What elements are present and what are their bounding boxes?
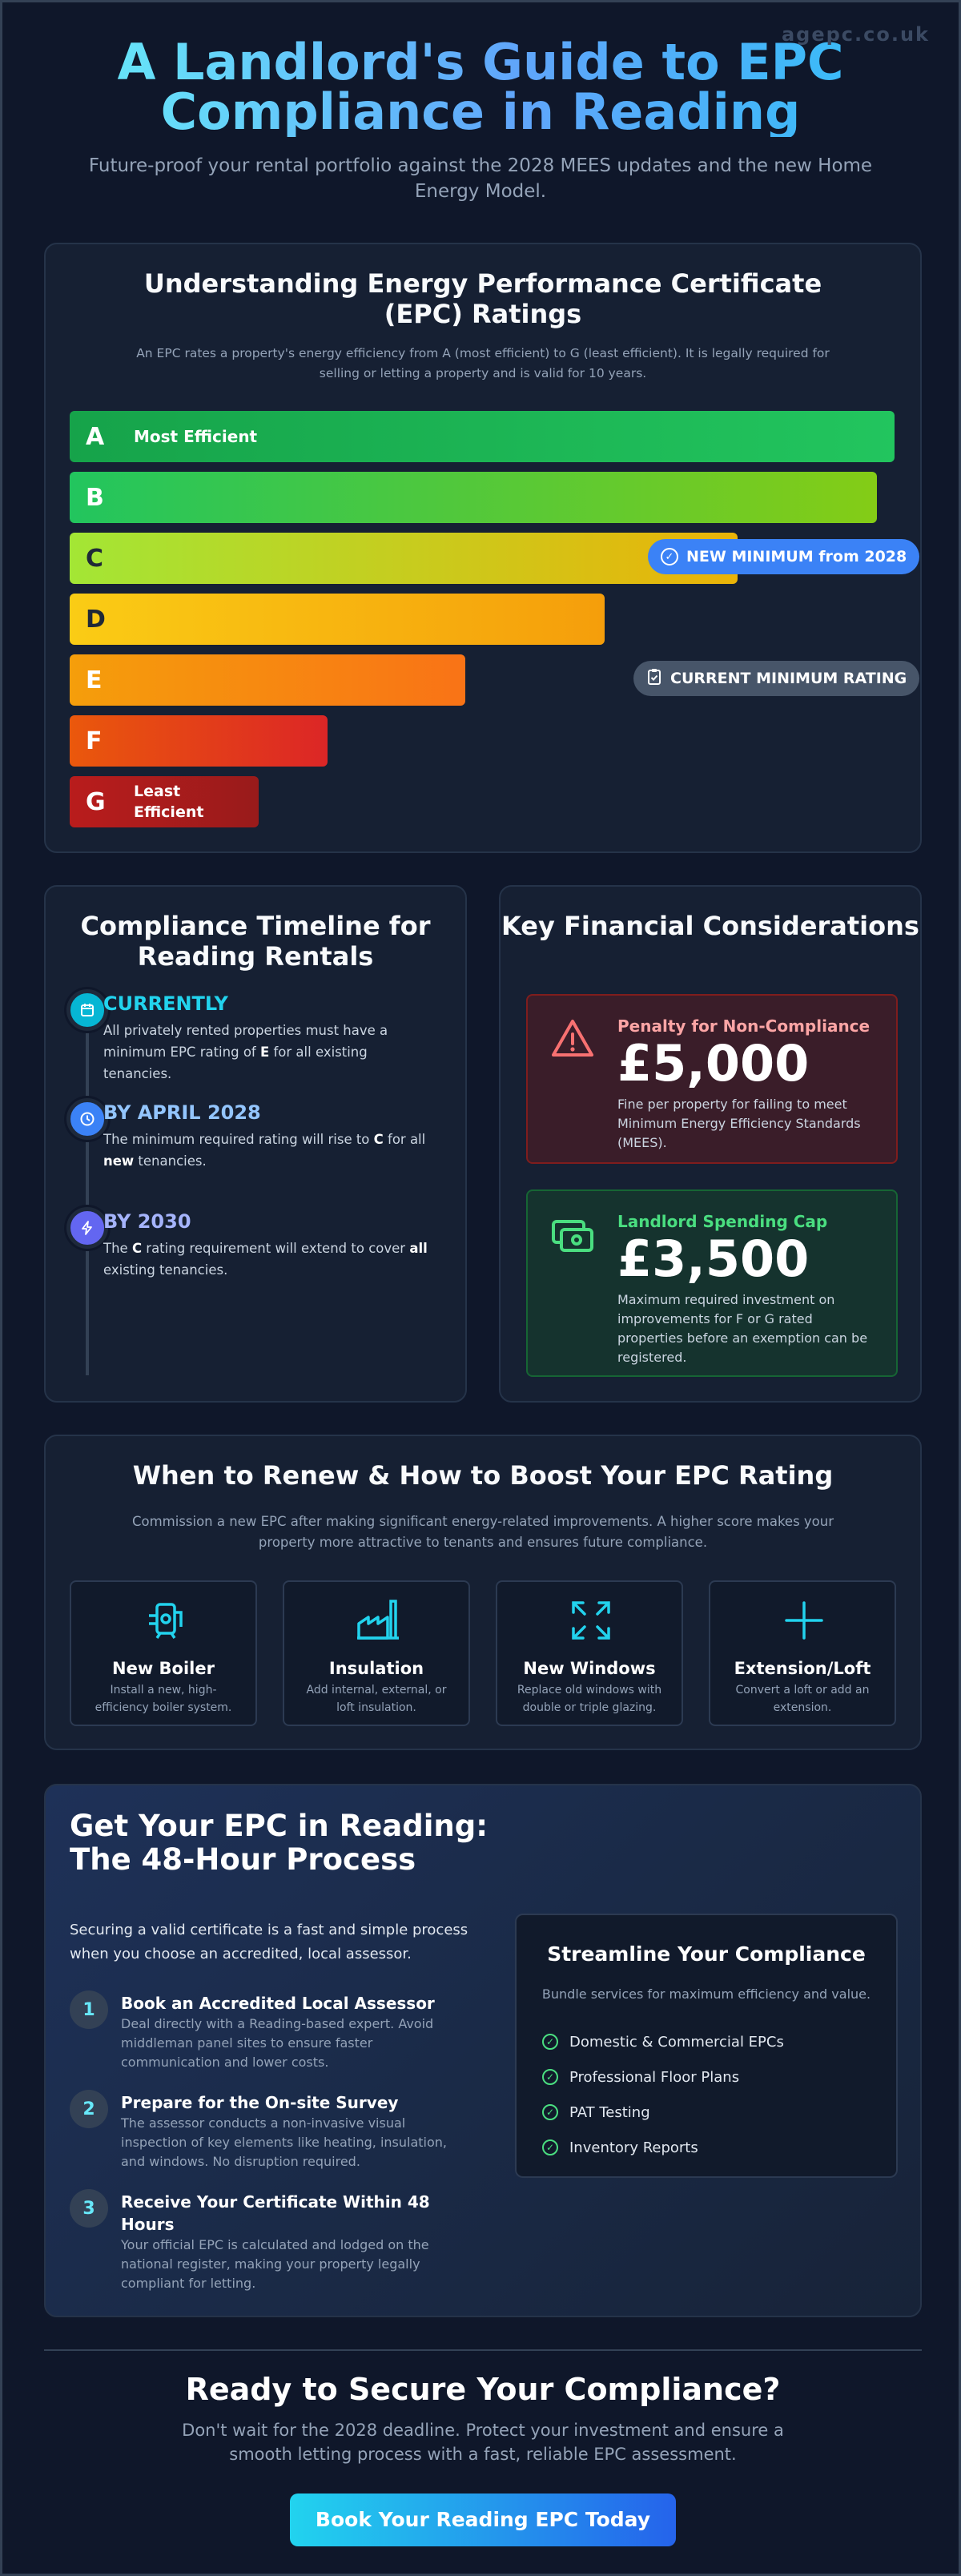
warning-icon — [550, 1016, 595, 1061]
epc-band-b — [70, 472, 877, 523]
check-circle-icon: ✓ — [542, 2104, 558, 2120]
lightning-icon — [66, 1207, 108, 1249]
penalty-amount: £5,000 — [617, 1034, 810, 1093]
service-item: ✓ Domestic & Commercial EPCs — [542, 2024, 784, 2059]
step-title: Receive Your Certificate Within 48 Hours — [121, 2192, 430, 2234]
check-circle-icon: ✓ — [542, 2139, 558, 2155]
epc-band-letter: A — [86, 422, 105, 451]
tile-title: Insulation — [328, 1659, 424, 1678]
tile-title: New Boiler — [112, 1659, 215, 1678]
epc-band-c — [70, 533, 738, 584]
calendar-icon — [66, 989, 108, 1031]
process-title: Get Your EPC in Reading: The 48-Hour Process — [70, 1809, 488, 1877]
epc-band-f — [70, 715, 328, 767]
finance-title: Key Financial Considerations — [501, 911, 919, 941]
epc-band-letter: B — [86, 483, 104, 512]
financial-considerations-card — [499, 885, 922, 1403]
expand-icon — [567, 1596, 615, 1644]
penalty-box — [526, 994, 898, 1164]
timeline-title: Compliance Timeline for Reading Rentals — [80, 911, 431, 972]
service-list — [542, 2024, 784, 2165]
epc-band-d — [70, 594, 605, 645]
cap-text: Maximum required investment on improvements for F or G rated properties before an exemption can be registered. — [617, 1292, 868, 1365]
service-item: ✓ PAT Testing — [542, 2095, 784, 2130]
epc-band-letter: D — [86, 605, 106, 634]
streamline-subtitle: Bundle services for maximum efficiency and value. — [541, 1986, 871, 2002]
renew-boost-card — [44, 1435, 922, 1750]
step-number: 1 — [70, 1990, 108, 2029]
timeline-heading: BY 2030 — [103, 1210, 191, 1233]
check-circle-icon: ✓ — [542, 2069, 558, 2085]
service-item: ✓ Professional Floor Plans — [542, 2059, 784, 2095]
epc-ratings-card — [44, 243, 922, 853]
new-minimum-label: NEW MINIMUM from 2028 — [686, 548, 907, 566]
streamline-box — [515, 1914, 898, 2178]
renew-title: When to Renew & How to Boost Your EPC Rating — [132, 1460, 834, 1491]
new-minimum-tag — [648, 539, 919, 574]
epc-band-letter: F — [86, 727, 103, 755]
step-number: 2 — [70, 2090, 108, 2128]
watermark: agepc.co.uk — [781, 23, 930, 46]
compliance-timeline-card — [44, 885, 467, 1403]
tile-title: New Windows — [523, 1659, 656, 1678]
renew-description: Commission a new EPC after making significant energy-related improvements. A higher score makes your property more attractive to tenants and ensures future compliance. — [131, 1514, 834, 1550]
step-text: The assessor conducts a non-invasive visual inspection of key elements like heating, insulation, and windows. No disruption required. — [121, 2115, 447, 2169]
check-circle-icon: ✓ — [542, 2034, 558, 2050]
timeline-line — [86, 1015, 89, 1375]
epc-band-label: Most Efficient — [134, 427, 258, 446]
service-item: ✓ Inventory Reports — [542, 2130, 784, 2165]
epc-band-letter: C — [86, 544, 104, 573]
factory-icon — [354, 1596, 402, 1644]
step-title: Prepare for the On-site Survey — [121, 2093, 399, 2112]
boiler-icon — [141, 1596, 189, 1644]
clock-icon — [66, 1098, 108, 1140]
tile-new-boiler — [70, 1580, 257, 1726]
epc-section-title: Understanding Energy Performance Certificate (EPC) Ratings — [143, 268, 822, 329]
epc-band-e — [70, 654, 465, 706]
banknote-icon — [550, 1212, 595, 1257]
epc-band-letter: G — [86, 787, 106, 816]
divider — [44, 2349, 922, 2351]
tile-text: Add internal, external, or loft insulation. — [306, 1684, 447, 1714]
step-text: Your official EPC is calculated and lodged on the national register, making your property legally compliant for letting. — [121, 2237, 429, 2291]
penalty-heading: Penalty for Non-Compliance — [617, 1016, 871, 1036]
epc-band-g — [70, 776, 259, 827]
timeline-heading: BY APRIL 2028 — [103, 1101, 261, 1124]
cta-section — [2, 2372, 961, 2546]
page-subtitle: Future-proof your rental portfolio against the 2028 MEES updates and the new Home Energy Model. — [88, 155, 873, 202]
check-circle-icon: ✓ — [661, 548, 678, 566]
current-minimum-tag — [633, 661, 919, 696]
tile-text: Replace old windows with double or triple glazing. — [517, 1684, 662, 1714]
timeline-text: All privately rented properties must have a minimum EPC rating of E for all existing tenancies. — [103, 1023, 388, 1081]
timeline-text: The C rating requirement will extend to cover all existing tenancies. — [103, 1241, 428, 1278]
current-minimum-label: CURRENT MINIMUM RATING — [670, 670, 907, 687]
epc-band-label: Least Efficient — [134, 783, 204, 821]
cta-title: Ready to Secure Your Compliance? — [185, 2372, 781, 2407]
step-title: Book an Accredited Local Assessor — [121, 1994, 435, 2013]
cap-amount: £3,500 — [617, 1230, 810, 1288]
epc-band-a — [70, 411, 895, 462]
process-card — [44, 1784, 922, 2317]
epc-band-letter: E — [86, 666, 103, 694]
penalty-text: Fine per property for failing to meet Minimum Energy Efficiency Standards (MEES). — [617, 1097, 861, 1150]
cta-text: Don't wait for the 2028 deadline. Protect your investment and ensure a smooth letting process with a fast, reliable EPC assessment. — [182, 2421, 784, 2464]
page-title: A Landlord's Guide to EPC Compliance in Reading — [88, 38, 873, 137]
plus-icon — [780, 1596, 828, 1644]
tile-insulation — [283, 1580, 470, 1726]
epc-description: An EPC rates a property's energy efficiency from A (most efficient) to G (least efficient). It is legally required for selling or letting a property and is valid for 10 years. — [136, 346, 830, 380]
step-text: Deal directly with a Reading-based expert. Avoid middleman panel sites to ensure faster communication and lower costs. — [121, 2016, 434, 2070]
tile-title: Extension/Loft — [734, 1659, 871, 1678]
book-epc-button[interactable]: Book Your Reading EPC Today — [290, 2493, 676, 2546]
clipboard-check-icon — [646, 668, 662, 690]
step-number: 3 — [70, 2189, 108, 2228]
cap-heading: Landlord Spending Cap — [617, 1212, 828, 1231]
tile-extension-loft — [709, 1580, 896, 1726]
timeline-heading: CURRENTLY — [103, 992, 228, 1015]
tile-text: Install a new, high-efficiency boiler system. — [94, 1684, 232, 1714]
tile-text: Convert a loft or add an extension. — [735, 1684, 870, 1714]
process-intro: Securing a valid certificate is a fast and simple process when you choose an accredited, local assessor. — [70, 1922, 468, 1962]
streamline-title: Streamline Your Compliance — [547, 1942, 866, 1966]
tile-new-windows — [496, 1580, 683, 1726]
spending-cap-box — [526, 1189, 898, 1377]
timeline-text: The minimum required rating will rise to C for all new tenancies. — [103, 1132, 426, 1169]
